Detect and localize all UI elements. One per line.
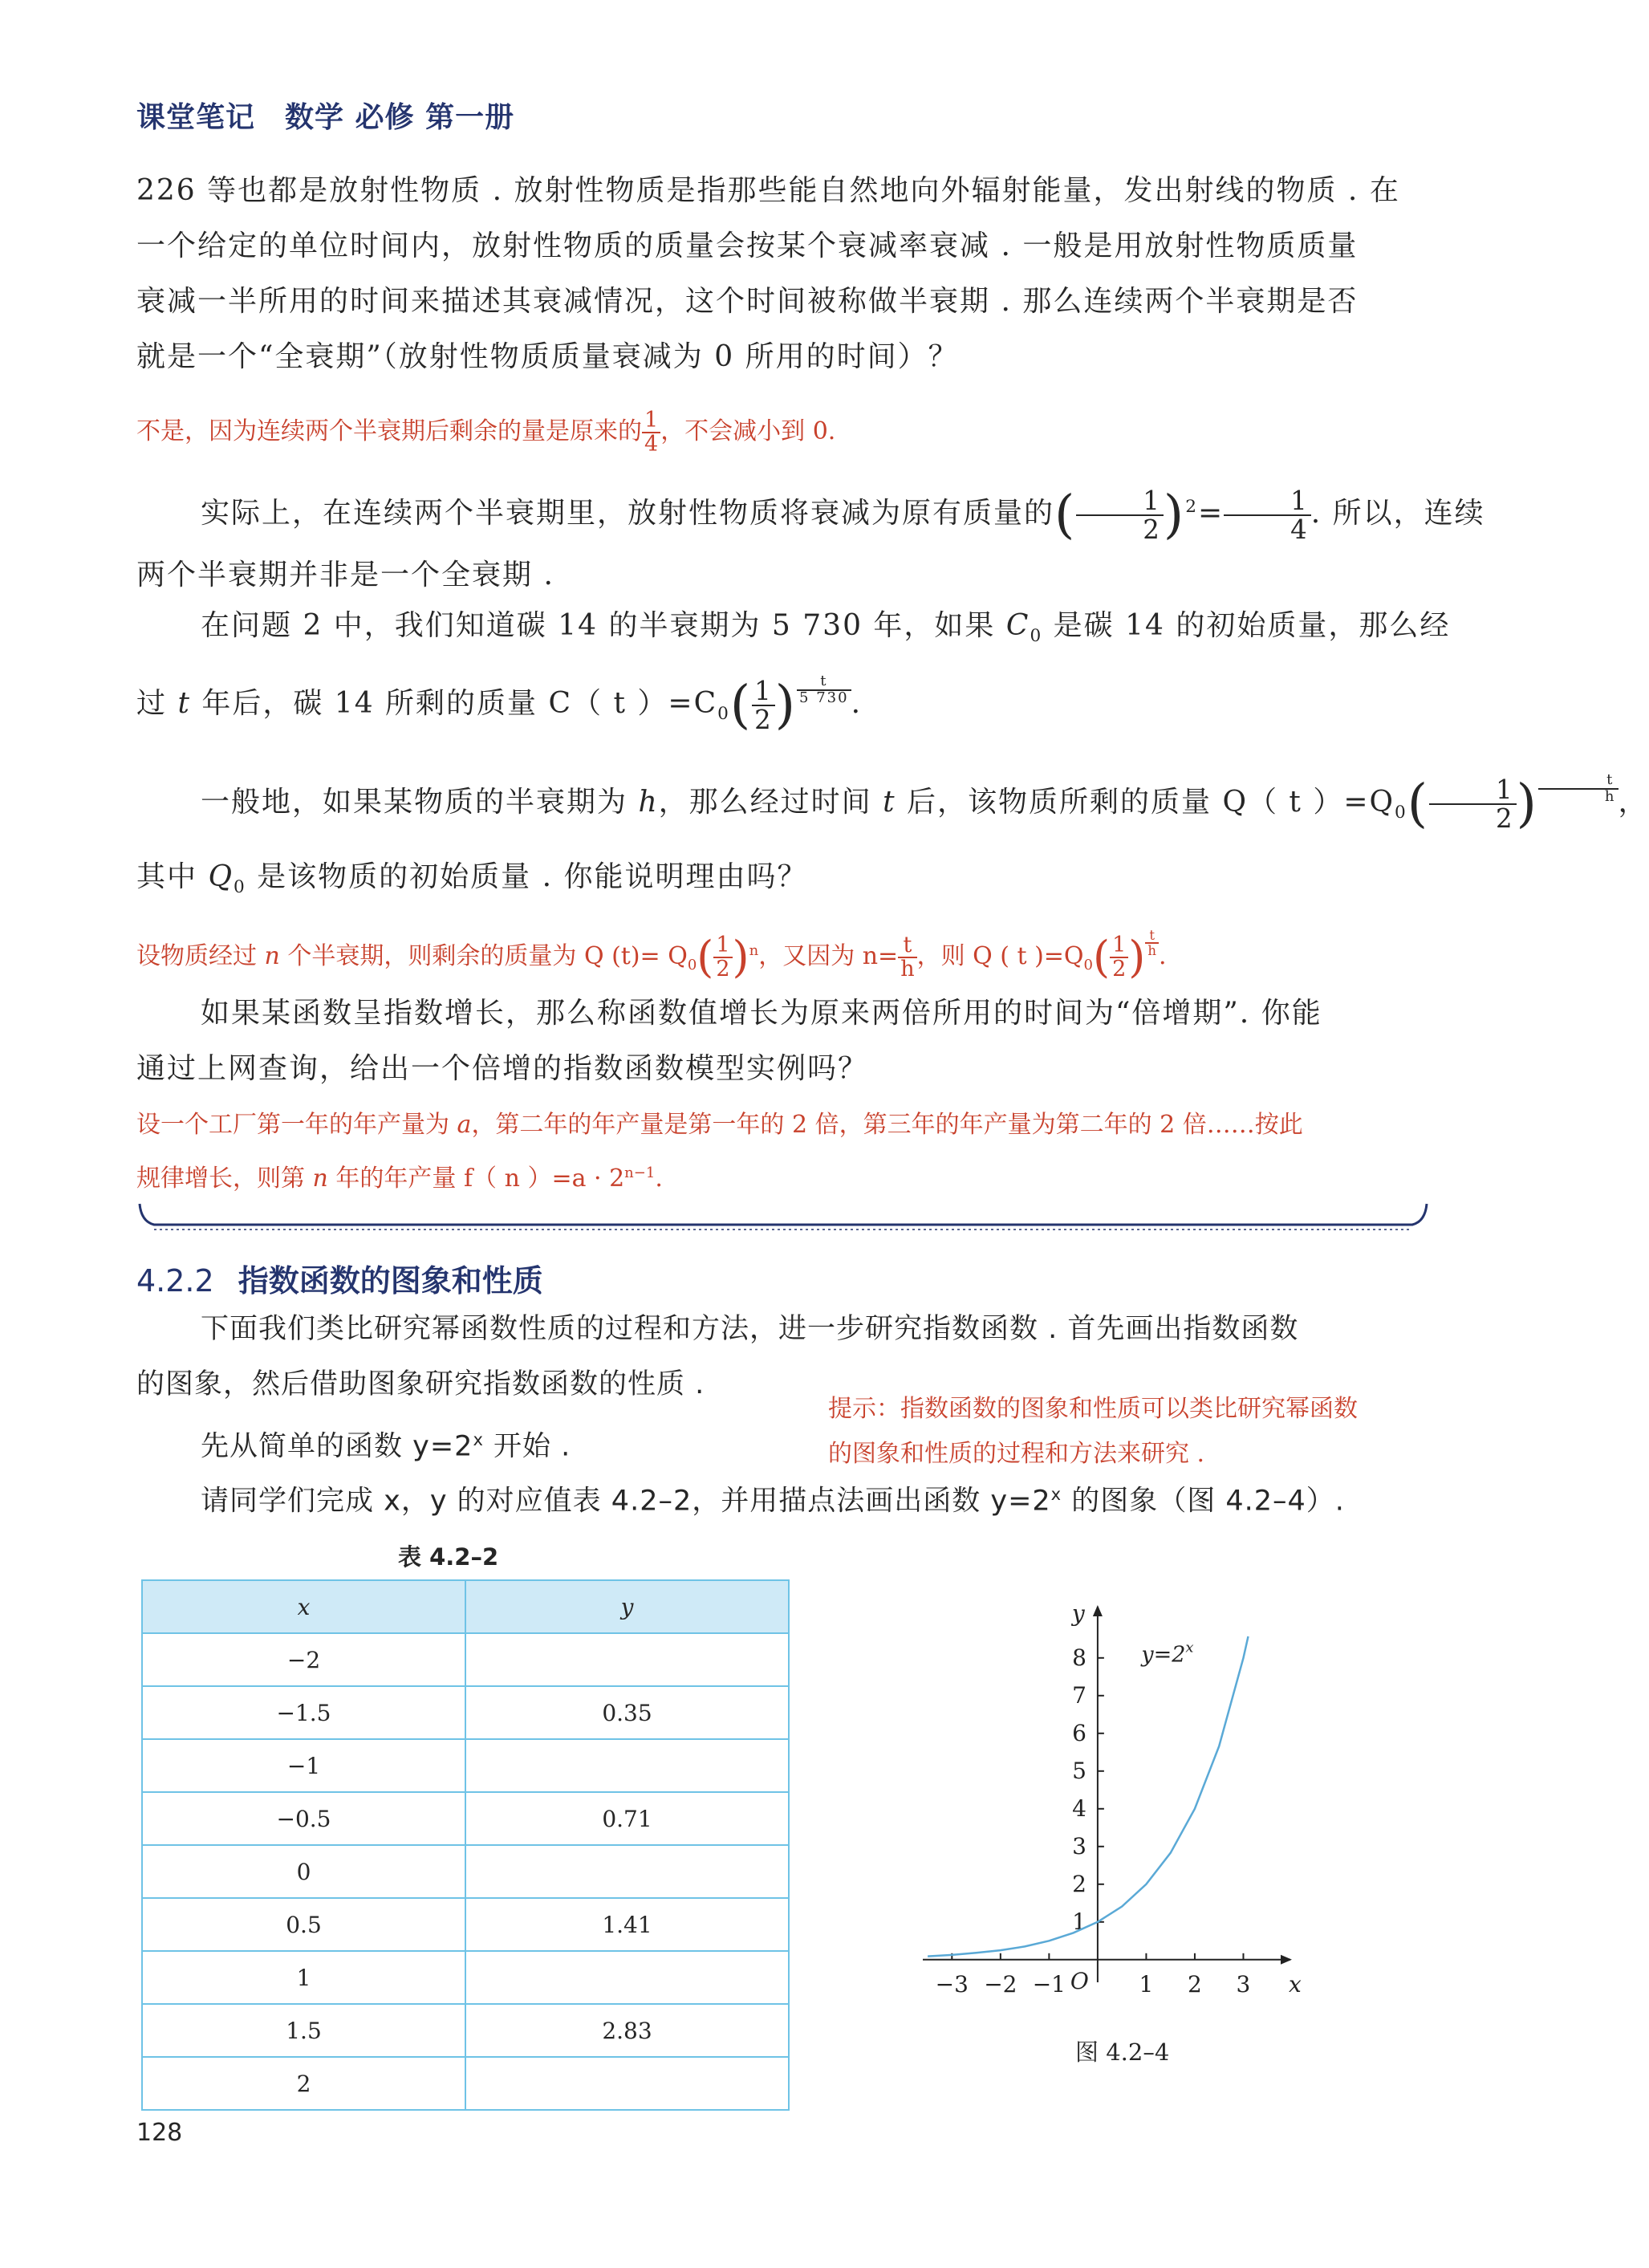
text-line: 衰减一半所用的时间来描述其衰减情况，这个时间被称做半衰期 . 那么连续两个半衰期是否 (136, 285, 1359, 318)
running-header: 课堂笔记 数学 必修 第一册 (136, 101, 515, 134)
origin-label: O (1070, 1967, 1089, 1994)
cell-x: −1 (142, 1739, 465, 1792)
section-title: 指数函数的图象和性质 (238, 1263, 543, 1299)
x-tick-label: 1 (1139, 1970, 1154, 1998)
answer-full-decay (136, 408, 1428, 456)
x-axis-arrow (1281, 1955, 1292, 1965)
paragraph-table-instruction: 请同学们完成 x，y 的对应值表 4.2–2，并用描点法画出函数 $y=2^x$ 的图象（图 4.2–4）. (201, 1485, 1345, 1518)
x-tick-label: 2 (1188, 1970, 1202, 1998)
fraction-t-over-h: $\frac{t}{h}$ (898, 934, 916, 982)
figure-caption: 图 4.2–4 (1075, 2038, 1170, 2066)
text-line: 就是一个“全衰期”（放射性物质质量衰减为 0 所用的时间）？ (136, 340, 959, 373)
table-header-row (142, 1580, 789, 1633)
y-axis-arrow (1093, 1605, 1103, 1616)
paragraph-exponential-intro: 下面我们类比研究幂函数性质的过程和方法，进一步研究指数函数 . 首先画出指数函数 的图象，然后借助图象研究指数函数的性质 . (136, 1313, 1299, 1400)
curve-label-base: y=2 (1141, 1642, 1186, 1668)
x-tick-label: −2 (984, 1970, 1017, 1998)
answer-text: ，不会减小到 0. (660, 417, 836, 445)
text-line: 一个给定的单位时间内，放射性物质的质量会按某个衰减率衰减 . 一般是用放射性物质质量 (136, 230, 1359, 262)
table-row (142, 1633, 789, 1686)
paragraph-carbon14: 在问题 2 中，我们知道碳 14 的半衰期为 5 730 年，如果 $C_0$ 是碳 14 的初始质量，那么经 过 t 年后，碳 14 所剩的质量 C（ t ）$=C_0$( $\frac{1}{2}$ ) $\frac{t}{5 730}$ . (136, 609, 1451, 736)
x-tick-label: 3 (1236, 1970, 1251, 1998)
text-line: 226 等也都是放射性物质 . 放射性物质是指那些能自然地向外辐射能量，发出射线的物质 . 在 (136, 174, 1400, 207)
fraction-quarter: $\frac{1}{4}$ (1224, 487, 1311, 543)
table-row (142, 1739, 789, 1792)
cell-y[interactable] (465, 1845, 789, 1898)
cell-y[interactable] (465, 1951, 789, 2004)
exponent-fraction: $\frac{t}{5 730}$ (797, 674, 851, 706)
fraction-half: $\frac{1}{2}$ (752, 677, 775, 734)
x-axis-label: x (1289, 1970, 1302, 1998)
cell-x: 0 (142, 1845, 465, 1898)
cell-x: −0.5 (142, 1792, 465, 1845)
answer-derivation: 设物质经过 n 个半衰期，则剩余的质量为 Q $(t)= Q_0$( $\frac{1}{2}$ )$^n$，又因为 n= $\frac{t}{h}$ ，则 Q ( t )$=Q_0$( $\frac{1}{2}$ ) $\frac{t}{h}$ . (136, 927, 1167, 982)
answer-factory-example: 设一个工厂第一年的年产量为 a，第二年的年产量是第一年的 2 倍，第三年的年产量为第二年的 2 倍……按此 规律增长，则第 n 年的年产量 f（ n ）$=a \cdot 2^{n-1}$. (136, 1111, 1303, 1193)
curve-label (1140, 1640, 1193, 1668)
paragraph-doubling-time: 如果某函数呈指数增长，那么称函数值增长为原来两倍所用的时间为“倍增期”. 你能 通过上网查询，给出一个倍增的指数函数模型实例吗？ (136, 997, 1322, 1085)
fraction: $\frac{1}{4}$ (642, 409, 660, 457)
y-tick-label: 4 (1072, 1794, 1086, 1822)
cell-x: 2 (142, 2057, 465, 2110)
y-tick-label: 2 (1072, 1870, 1086, 1897)
y-tick-label: 3 (1072, 1832, 1086, 1860)
y-tick-label: 8 (1072, 1644, 1086, 1671)
curve-label-exponent: x (1185, 1639, 1194, 1656)
cell-x: −1.5 (142, 1686, 465, 1739)
y-tick-label: 1 (1072, 1908, 1086, 1935)
cell-x: 1 (142, 1951, 465, 2004)
exponential-graph (907, 1589, 1324, 2038)
cell-x: −2 (142, 1633, 465, 1686)
cell-y: 2.83 (465, 2004, 789, 2057)
table-row (142, 2004, 789, 2057)
cell-x: 1.5 (142, 2004, 465, 2057)
fraction-half: $\frac{1}{2}$ (713, 934, 732, 982)
exponent-fraction: $\frac{t}{h}$ (1538, 773, 1619, 805)
margin-hint: 提示：指数函数的图象和性质可以类比研究幂函数 的图象和性质的过程和方法来研究 . (828, 1395, 1358, 1468)
paragraph-general-half-life: 一般地，如果某物质的半衰期为 h，那么经过时间 t 后，该物质所剩的质量 Q（ t ）$=Q_0$( $\frac{1}{2}$ ) $\frac{t}{h}$ ， 其中 $Q_0$ 是该物质的初始质量 . 你能说明理由吗？ (136, 771, 1649, 898)
answer-text: 不是，因为连续两个半衰期后剩余的量是原来的 (136, 417, 642, 445)
table-row (142, 2057, 789, 2110)
table-row (142, 1845, 789, 1898)
paragraph-simple-function: 先从简单的函数 $y=2^x$ 开始 . (201, 1430, 571, 1463)
fraction-half: $\frac{1}{2}$ (1110, 934, 1128, 982)
x-tick-label: −3 (935, 1970, 969, 1998)
table-row (142, 1951, 789, 2004)
paragraph-two-half-lives: 实际上，在连续两个半衰期里，放射性物质将衰减为原有质量的( $\frac{1}{2}$ )$^2$= $\frac{1}{4}$ . 所以，连续 两个半衰期并非是一个全衰期 . (136, 485, 1485, 591)
cell-y: 0.71 (465, 1792, 789, 1845)
y-tick-label: 5 (1072, 1757, 1086, 1784)
cell-y: 0.35 (465, 1686, 789, 1739)
y-tick-label: 7 (1072, 1681, 1086, 1709)
cell-y[interactable] (465, 2057, 789, 2110)
section-heading (136, 1256, 543, 1300)
notes-end-divider (136, 1202, 1430, 1238)
cell-y: 1.41 (465, 1898, 789, 1951)
section-number: 4.2.2 (136, 1263, 214, 1299)
fraction-half: $\frac{1}{2}$ (1429, 776, 1517, 832)
x-tick-label: −1 (1032, 1970, 1066, 1998)
y-tick-label: 6 (1072, 1719, 1086, 1746)
header-y: y (465, 1580, 789, 1633)
cell-y[interactable] (465, 1633, 789, 1686)
table-row (142, 1686, 789, 1739)
header-x: x (142, 1580, 465, 1633)
table-caption: 表 4.2–2 (398, 1543, 499, 1571)
curve-y-2-x (928, 1636, 1248, 1957)
value-table (141, 1579, 790, 2111)
y-axis-label: y (1071, 1600, 1085, 1627)
exponent-fraction: $\frac{t}{h}$ (1145, 929, 1159, 958)
cell-y[interactable] (465, 1739, 789, 1792)
table-row (142, 1792, 789, 1845)
cell-x: 0.5 (142, 1898, 465, 1951)
fraction-half: $\frac{1}{2}$ (1076, 487, 1164, 543)
page-number: 128 (136, 2119, 183, 2147)
paragraph-radioactive-intro (136, 163, 1420, 384)
table-row (142, 1898, 789, 1951)
